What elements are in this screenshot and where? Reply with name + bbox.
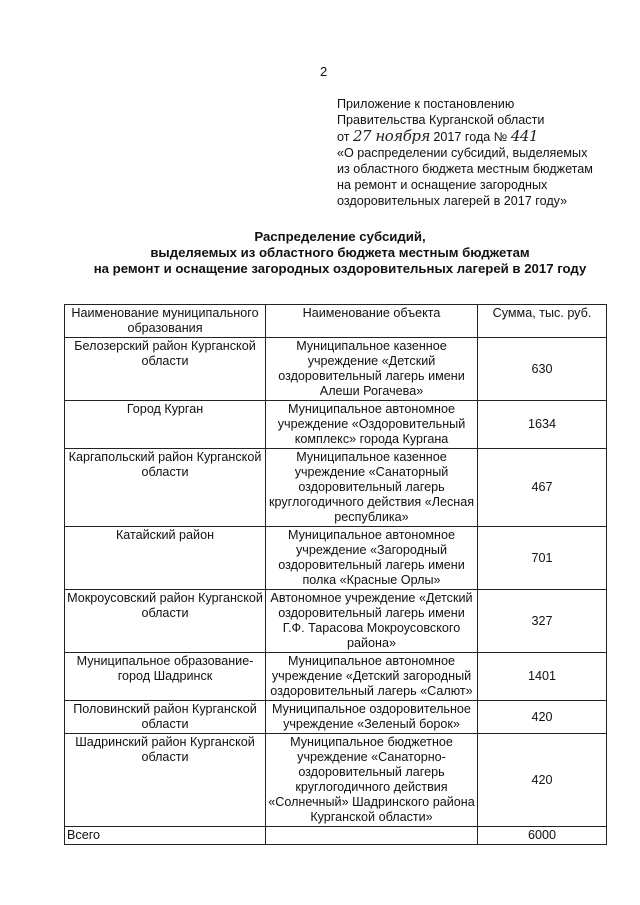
total-sum: 6000 — [478, 827, 607, 845]
cell-municipality: Шадринский район Курганской области — [65, 734, 266, 827]
table-row — [65, 449, 607, 527]
cell-sum: 701 — [478, 527, 607, 590]
appendix-line-5: из областного бюджета местным бюджетам — [337, 162, 593, 176]
handwritten-date: 27 ноября — [353, 127, 430, 145]
total-empty-cell — [266, 827, 478, 845]
cell-municipality: Город Курган — [65, 401, 266, 449]
document-heading — [80, 229, 600, 277]
appendix-line-4: «О распределении субсидий, выделяемых — [337, 146, 588, 160]
header-object: Наименование объекта — [266, 305, 478, 338]
date-year: 2017 года № — [433, 130, 508, 144]
subsidy-table — [64, 304, 607, 845]
table-row — [65, 701, 607, 734]
appendix-line-1: Приложение к постановлению — [337, 97, 515, 111]
table-row — [65, 653, 607, 701]
cell-municipality: Половинский район Курганской области — [65, 701, 266, 734]
date-prefix: от — [337, 130, 350, 144]
heading-line-2: выделяемых из областного бюджета местным бюджетам — [150, 245, 530, 260]
cell-object: Муниципальное автономное учреждение «Оздоровительный комплекс» города Кургана — [266, 401, 478, 449]
cell-municipality: Мокроусовский район Курганской области — [65, 590, 266, 653]
cell-sum: 327 — [478, 590, 607, 653]
cell-sum: 467 — [478, 449, 607, 527]
cell-sum: 1401 — [478, 653, 607, 701]
table-row — [65, 734, 607, 827]
table-row — [65, 401, 607, 449]
heading-line-3: на ремонт и оснащение загородных оздоровительных лагерей в 2017 году — [93, 261, 587, 276]
appendix-line-6: на ремонт и оснащение загородных — [337, 178, 548, 192]
page-number: 2 — [320, 64, 328, 79]
cell-sum: 1634 — [478, 401, 607, 449]
heading-line-1: Распределение субсидий, — [254, 229, 426, 244]
table-row — [65, 590, 607, 653]
appendix-line-7: оздоровительных лагерей в 2017 году» — [337, 194, 568, 208]
cell-sum: 420 — [478, 734, 607, 827]
table-row — [65, 338, 607, 401]
handwritten-doc-number: 441 — [510, 127, 538, 145]
cell-municipality: Каргапольский район Курганской области — [65, 449, 266, 527]
cell-object: Муниципальное автономное учреждение «Загородный оздоровительный лагерь имени полка «Красные Орлы» — [266, 527, 478, 590]
appendix-date-line — [337, 128, 613, 145]
header-sum: Сумма, тыс. руб. — [478, 305, 607, 338]
cell-object: Муниципальное оздоровительное учреждение «Зеленый борок» — [266, 701, 478, 734]
cell-object: Муниципальное бюджетное учреждение «Санаторно-оздоровительный лагерь круглогодичного действия «Солнечный» Шадринского района Курганской области» — [266, 734, 478, 827]
cell-object: Муниципальное казенное учреждение «Детский оздоровительный лагерь имени Алеши Рогачева» — [266, 338, 478, 401]
cell-sum: 630 — [478, 338, 607, 401]
cell-object: Муниципальное казенное учреждение «Санаторный оздоровительный лагерь круглогодичного действия «Лесная республика» — [266, 449, 478, 527]
cell-municipality: Белозерский район Курганской области — [65, 338, 266, 401]
cell-object: Автономное учреждение «Детский оздоровительный лагерь имени Г.Ф. Тарасова Мокроусовского района» — [266, 590, 478, 653]
appendix-block — [337, 96, 613, 209]
table-header-row — [65, 305, 607, 338]
table-row — [65, 527, 607, 590]
total-label: Всего — [65, 827, 266, 845]
cell-municipality: Катайский район — [65, 527, 266, 590]
cell-object: Муниципальное автономное учреждение «Детский загородный оздоровительный лагерь «Салют» — [266, 653, 478, 701]
cell-municipality: Муниципальное образование-город Шадринск — [65, 653, 266, 701]
table-total-row — [65, 827, 607, 845]
cell-sum: 420 — [478, 701, 607, 734]
appendix-line-2: Правительства Курганской области — [337, 113, 545, 127]
header-municipality: Наименование муниципального образования — [65, 305, 266, 338]
